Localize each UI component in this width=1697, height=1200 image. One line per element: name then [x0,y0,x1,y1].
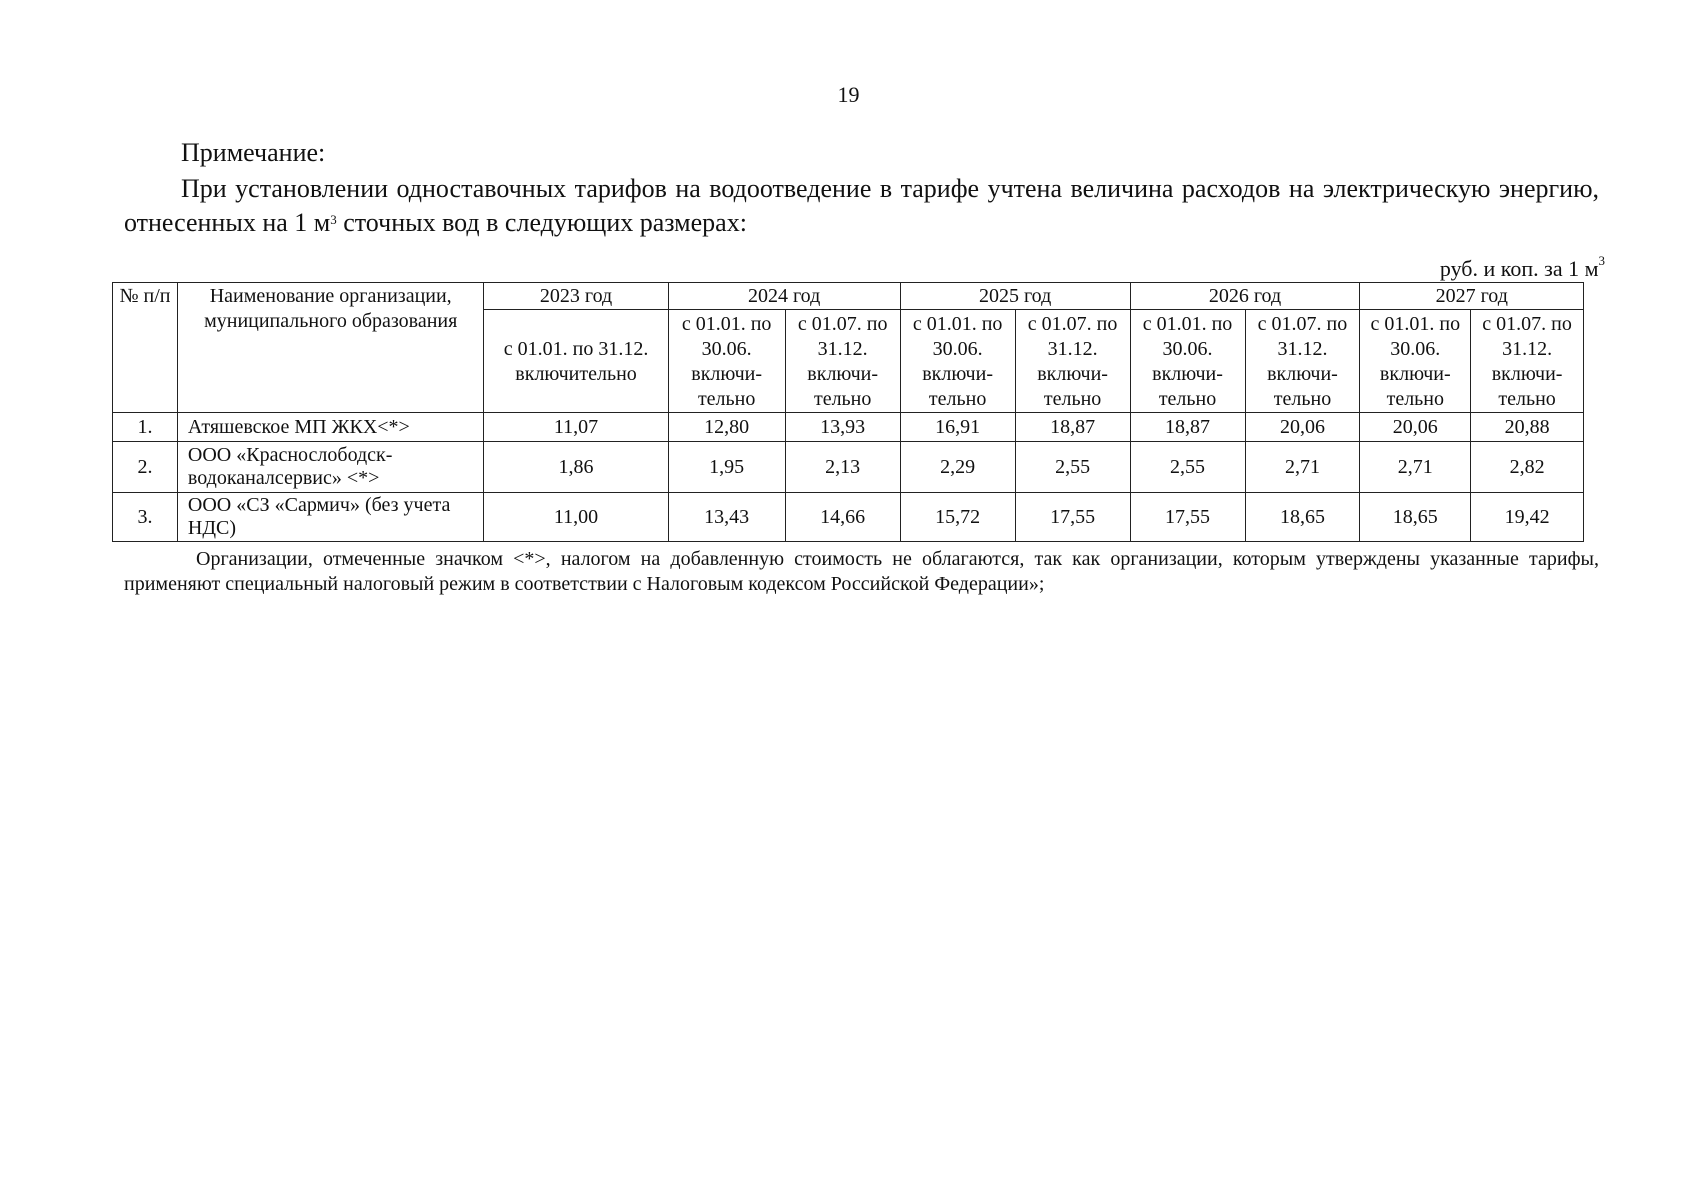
table-row [113,442,1584,493]
footnote: Организации, отмеченные значком <*>, налогом на добавленную стоимость не облагаются, так как организации, которым утверждены указанные тарифы, применяют специальный налоговый режим в соответствии с Налоговым кодексом Российской Федерации»; [124,548,1599,595]
value-2027-h1: 20,06 [1360,413,1471,442]
value-2024-h2: 13,93 [785,413,900,442]
value-2024-h1: 1,95 [668,442,785,493]
value-2024-h2: 14,66 [785,493,900,542]
header-year-2024: 2024 год [668,283,900,310]
header-period-2023: с 01.01. по 31.12. включительно [484,310,668,413]
unit-caption-text: руб. и коп. за 1 м [1439,256,1599,281]
header-name-col: Наименование организации, муниципального образования [177,283,484,413]
value-2024-h1: 12,80 [668,413,785,442]
header-year-2026: 2026 год [1130,283,1360,310]
unit-caption [1439,253,1605,282]
header-year-2025: 2025 год [900,283,1130,310]
value-2027-h1: 2,71 [1360,442,1471,493]
value-2023: 1,86 [484,442,668,493]
cubic-superscript: 3 [330,212,337,227]
value-2026-h1: 17,55 [1130,493,1245,542]
row-number: 2. [113,442,178,493]
header-period-2024-h2: с 01.07. по 31.12. включи-тельно [785,310,900,413]
page-number: 19 [837,82,860,107]
value-2025-h1: 16,91 [900,413,1015,442]
value-2026-h2: 2,71 [1245,442,1360,493]
unit-superscript: 3 [1598,253,1605,268]
row-organization: ООО «СЗ «Сармич» (без учета НДС) [177,493,484,542]
table-header-row-years [113,283,1584,310]
header-period-2025-h1: с 01.01. по 30.06. включи-тельно [900,310,1015,413]
value-2024-h2: 2,13 [785,442,900,493]
value-2025-h2: 2,55 [1015,442,1130,493]
value-2027-h2: 19,42 [1471,493,1584,542]
value-2026-h2: 18,65 [1245,493,1360,542]
value-2025-h1: 2,29 [900,442,1015,493]
header-period-2024-h1: с 01.01. по 30.06. включи-тельно [668,310,785,413]
note-heading: Примечание: [181,138,326,167]
header-period-2025-h2: с 01.07. по 31.12. включи-тельно [1015,310,1130,413]
value-2024-h1: 13,43 [668,493,785,542]
tariff-table [112,282,1584,542]
value-2023: 11,07 [484,413,668,442]
value-2025-h2: 18,87 [1015,413,1130,442]
value-2026-h1: 18,87 [1130,413,1245,442]
row-organization: ООО «Краснослободск-водоканалсервис» <*> [177,442,484,493]
header-year-2023: 2023 год [484,283,668,310]
value-2026-h2: 20,06 [1245,413,1360,442]
header-number-col: № п/п [113,283,178,413]
table-row [113,413,1584,442]
value-2025-h1: 15,72 [900,493,1015,542]
header-period-2026-h2: с 01.07. по 31.12. включи-тельно [1245,310,1360,413]
header-year-2027: 2027 год [1360,283,1584,310]
value-2027-h2: 20,88 [1471,413,1584,442]
row-organization: Атяшевское МП ЖКХ<*> [177,413,484,442]
row-number: 3. [113,493,178,542]
table-row [113,493,1584,542]
note-paragraph-text-start: При установлении одноставочных тарифов на водоотведение в тарифе учтена величина расходов на электрическую энергию, отнесенных на 1 м [124,174,1599,237]
row-number: 1. [113,413,178,442]
value-2025-h2: 17,55 [1015,493,1130,542]
value-2027-h1: 18,65 [1360,493,1471,542]
value-2026-h1: 2,55 [1130,442,1245,493]
value-2023: 11,00 [484,493,668,542]
note-paragraph [124,172,1599,240]
header-period-2027-h1: с 01.01. по 30.06. включи-тельно [1360,310,1471,413]
note-paragraph-text-end: сточных вод в следующих размерах: [336,208,747,237]
header-period-2026-h1: с 01.01. по 30.06. включи-тельно [1130,310,1245,413]
value-2027-h2: 2,82 [1471,442,1584,493]
header-period-2027-h2: с 01.07. по 31.12. включи-тельно [1471,310,1584,413]
